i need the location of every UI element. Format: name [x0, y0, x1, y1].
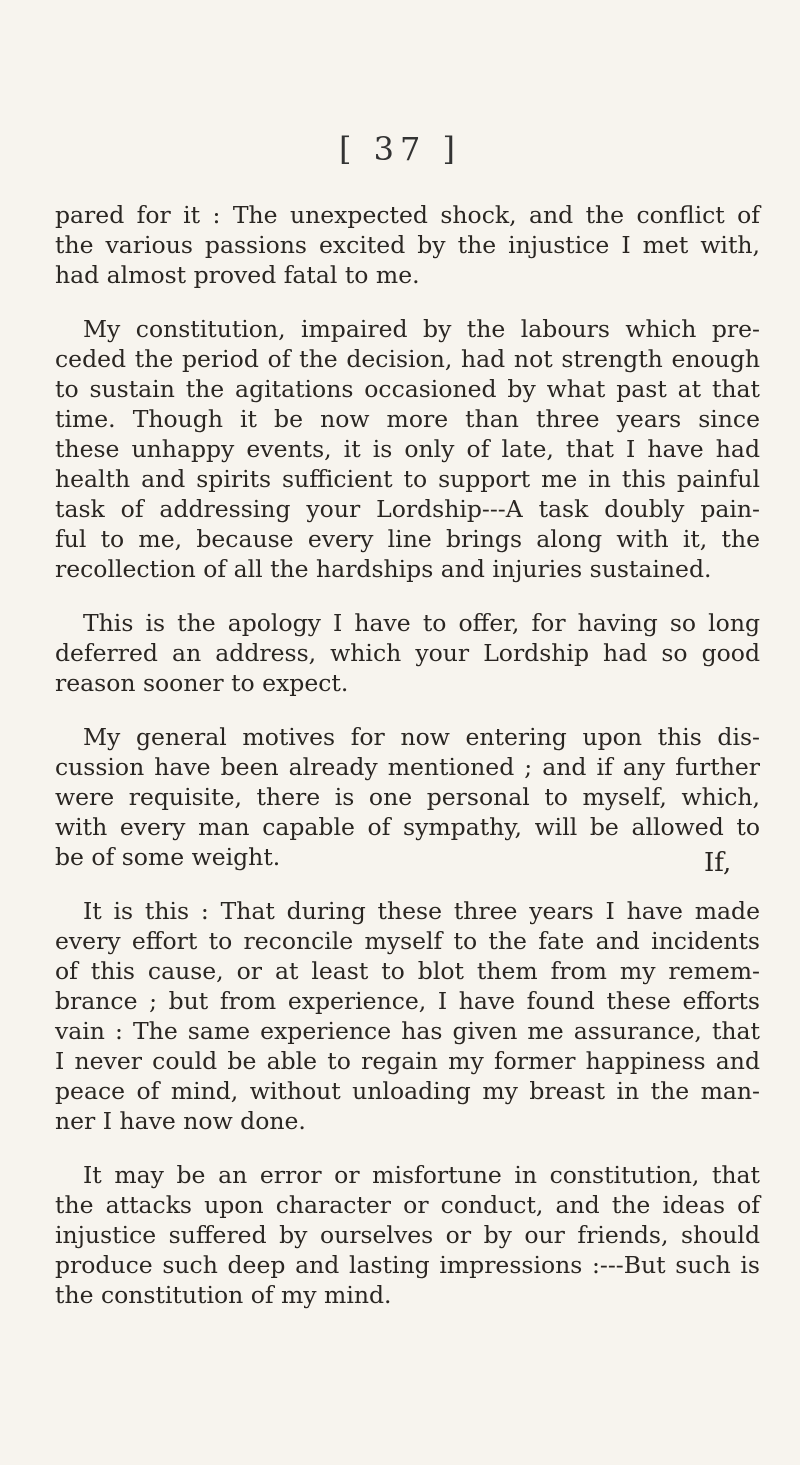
text-line: I never could be able to regain my former happiness and: [55, 1047, 760, 1075]
paragraph: [55, 896, 760, 1136]
text-line: were requisite, there is one personal to myself, which,: [55, 783, 760, 811]
text-line: had almost proved fatal to me.: [55, 261, 420, 289]
text-line: brance ; but from experience, I have found these efforts: [55, 987, 760, 1015]
text-line: My constitution, impaired by the labours which pre-: [83, 315, 760, 343]
text-line: It may be an error or misfortune in constitution, that: [83, 1161, 760, 1189]
text-line: cussion have been already mentioned ; and if any further: [55, 753, 760, 781]
text-line: ceded the period of the decision, had not strength enough: [55, 345, 760, 373]
text-line: ful to me, because every line brings along with it, the: [55, 525, 760, 553]
text-line: injustice suffered by ourselves or by our friends, should: [55, 1221, 760, 1249]
text-line: pared for it : The unexpected shock, and the conflict of: [55, 201, 760, 229]
text-line: health and spirits sufficient to support me in this painful: [55, 465, 760, 493]
body-text: [55, 200, 760, 1334]
text-line: This is the apology I have to offer, for having so long: [83, 609, 760, 637]
text-line: to sustain the agitations occasioned by what past at that: [55, 375, 760, 403]
catchword: If,: [704, 848, 732, 878]
text-line: the various passions excited by the injustice I met with,: [55, 231, 760, 259]
text-line: recollection of all the hardships and injuries sustained.: [55, 555, 712, 583]
text-line: peace of mind, without unloading my breast in the man-: [55, 1077, 760, 1105]
text-line: the constitution of my mind.: [55, 1281, 392, 1309]
text-line: every effort to reconcile myself to the fate and incidents: [55, 927, 760, 955]
paragraph: [55, 314, 760, 584]
text-line: be of some weight.: [55, 843, 281, 871]
text-line: My general motives for now entering upon this dis-: [83, 723, 760, 751]
paragraph: [55, 200, 760, 290]
page-header: [ 37 ]: [338, 130, 462, 168]
text-line: vain : The same experience has given me assurance, that: [55, 1017, 760, 1045]
text-line: the attacks upon character or conduct, and the ideas of: [55, 1191, 760, 1219]
text-line: produce such deep and lasting impressions :---But such is: [55, 1251, 760, 1279]
text-line: time. Though it be now more than three years since: [55, 405, 760, 433]
paragraph: [55, 608, 760, 698]
paragraph: [55, 1160, 760, 1310]
text-line: ner I have now done.: [55, 1107, 306, 1135]
text-line: task of addressing your Lordship---A task doubly pain-: [55, 495, 760, 523]
text-line: reason sooner to expect.: [55, 669, 349, 697]
text-line: deferred an address, which your Lordship had so good: [55, 639, 760, 667]
text-line: of this cause, or at least to blot them from my remem-: [55, 957, 760, 985]
text-line: these unhappy events, it is only of late, that I have had: [55, 435, 760, 463]
paragraph: [55, 722, 760, 872]
text-line: with every man capable of sympathy, will be allowed to: [55, 813, 760, 841]
text-line: It is this : That during these three years I have made: [83, 897, 760, 925]
